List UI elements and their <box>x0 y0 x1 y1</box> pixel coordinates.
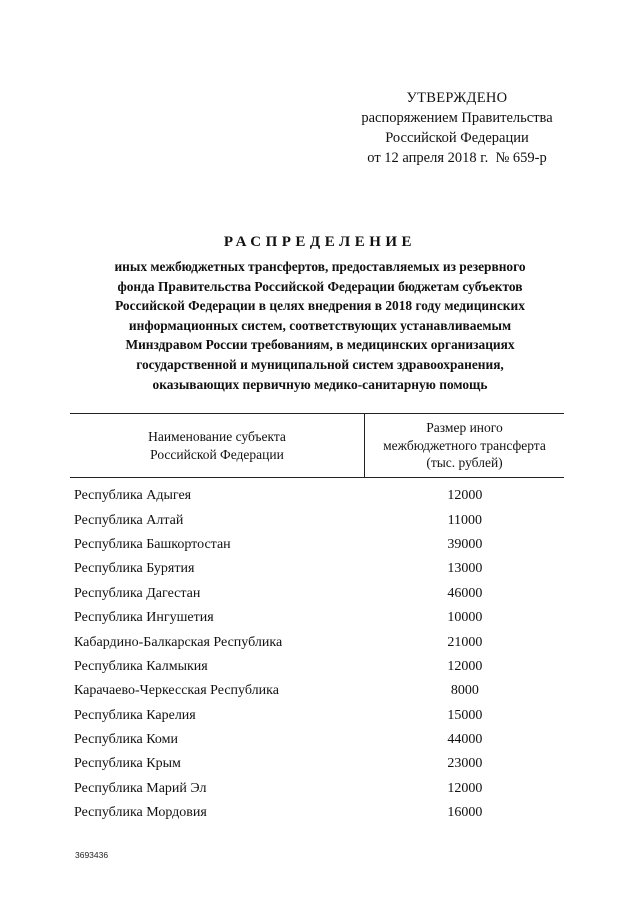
column-header-name-line: Российской Федерации <box>150 446 284 462</box>
table-row <box>74 533 564 557</box>
table-row <box>74 728 564 752</box>
subtitle-line: оказывающих первичную медико-санитарную помощь <box>152 376 488 392</box>
subtitle-line: информационных систем, соответствующих устанавливаемым <box>128 317 512 333</box>
transfer-amount: 15000 <box>447 707 483 723</box>
table-body <box>74 484 564 825</box>
table-row <box>74 557 564 581</box>
document-title: РАСПРЕДЕЛЕНИЕ <box>223 234 417 250</box>
document-subtitle <box>70 257 570 394</box>
region-name: Республика Алтай <box>74 512 184 528</box>
column-header-amount <box>365 414 564 477</box>
table-row <box>74 606 564 630</box>
transfer-amount: 12000 <box>447 780 483 796</box>
region-name: Республика Бурятия <box>74 561 195 577</box>
region-name: Республика Карелия <box>74 707 196 723</box>
column-header-amount-line: (тыс. рублей) <box>426 455 503 471</box>
column-header-amount-line: межбюджетного трансферта <box>383 437 546 453</box>
subtitle-line: фонда Правительства Российской Федерации бюджетам субъектов <box>117 278 523 294</box>
table-row <box>74 777 564 801</box>
approval-line-2: Российской Федерации <box>385 130 529 146</box>
table-row <box>74 752 564 776</box>
table-row <box>74 801 564 825</box>
region-name: Республика Калмыкия <box>74 658 208 674</box>
table-row <box>74 508 564 532</box>
transfer-amount: 12000 <box>447 488 483 504</box>
region-name: Кабардино-Балкарская Республика <box>74 634 283 650</box>
region-name: Карачаево-Черкесская Республика <box>74 683 279 699</box>
approval-line-3: от 12 апреля 2018 г. № 659-р <box>367 150 547 166</box>
transfer-amount: 44000 <box>447 732 483 748</box>
region-name: Республика Адыгея <box>74 488 192 504</box>
column-header-amount-line: Размер иного <box>426 420 503 436</box>
region-name: Республика Дагестан <box>74 585 201 601</box>
footer-document-code: 3693436 <box>75 850 109 860</box>
approval-block <box>332 88 582 168</box>
table-row <box>74 630 564 654</box>
transfer-amount: 46000 <box>447 585 483 601</box>
region-name: Республика Коми <box>74 732 178 748</box>
region-name: Республика Мордовия <box>74 805 207 821</box>
table-row <box>74 655 564 679</box>
transfer-amount: 12000 <box>447 658 483 674</box>
transfer-amount: 13000 <box>447 561 483 577</box>
table-row <box>74 484 564 508</box>
approval-stamp: УТВЕРЖДЕНО <box>406 90 508 106</box>
transfer-amount: 8000 <box>450 683 479 699</box>
table-row <box>74 679 564 703</box>
transfer-amount: 39000 <box>447 536 483 552</box>
region-name: Республика Марий Эл <box>74 780 207 796</box>
transfer-amount: 21000 <box>447 634 483 650</box>
column-header-name <box>70 414 365 477</box>
subtitle-line: государственной и муниципальной систем здравоохранения, <box>136 356 504 372</box>
subtitle-line: Минздравом России требованиям, в медицинских организациях <box>125 337 515 353</box>
table-header <box>70 413 564 478</box>
subtitle-line: иных межбюджетных трансфертов, предоставляемых из резервного <box>114 259 526 274</box>
region-name: Республика Ингушетия <box>74 610 214 626</box>
table-row <box>74 704 564 728</box>
transfer-amount: 23000 <box>447 756 483 772</box>
table-row <box>74 582 564 606</box>
transfer-amount: 10000 <box>447 610 483 626</box>
transfer-amount: 11000 <box>447 512 483 528</box>
region-name: Республика Башкортостан <box>74 536 231 552</box>
subtitle-line: Российской Федерации в целях внедрения в 2018 году медицинских <box>115 298 525 314</box>
transfer-amount: 16000 <box>447 805 483 821</box>
region-name: Республика Крым <box>74 756 181 772</box>
approval-line-1: распоряжением Правительства <box>361 110 553 126</box>
column-header-name-line: Наименование субъекта <box>148 428 286 444</box>
